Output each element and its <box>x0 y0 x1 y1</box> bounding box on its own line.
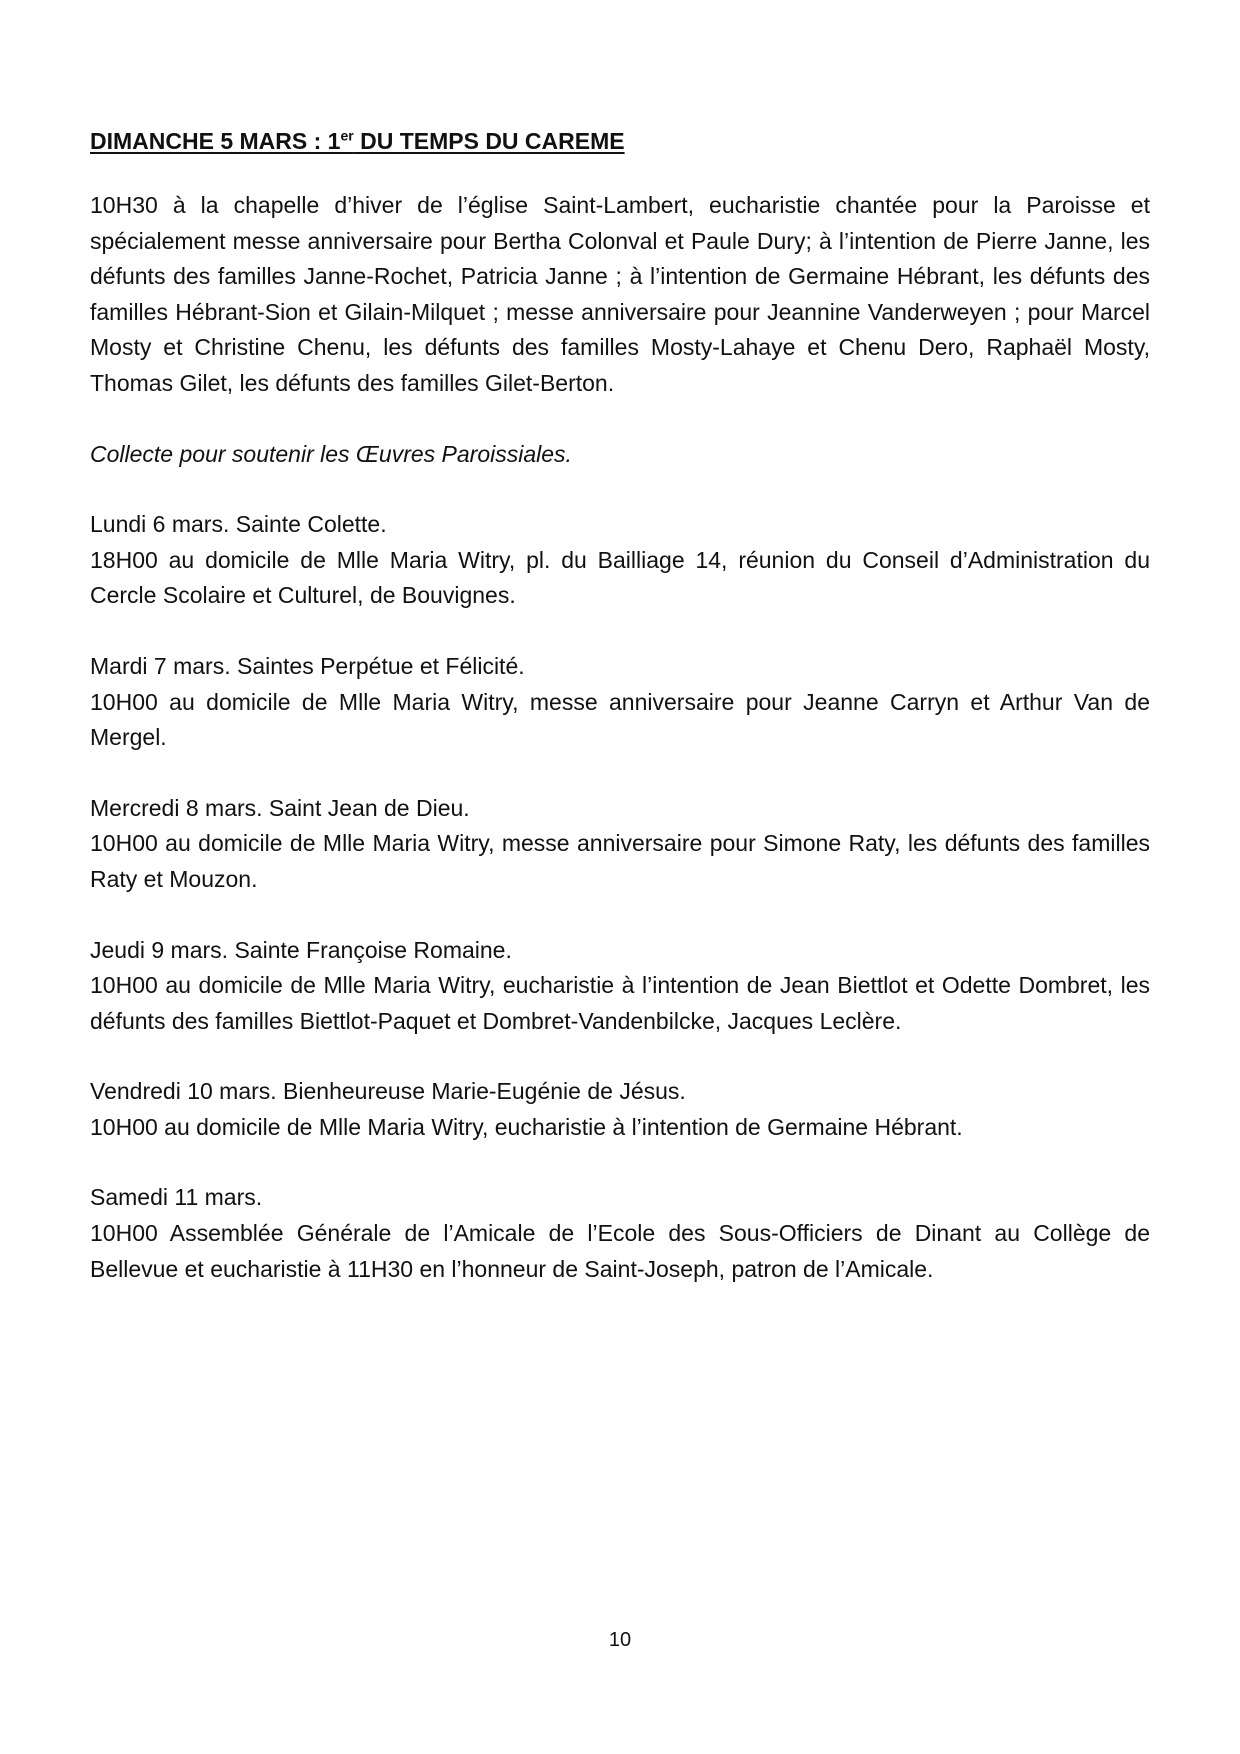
day-text: 10H00 au domicile de Mlle Maria Witry, messe anniversaire pour Simone Raty, les défunts des familles Raty et Mouzon. <box>90 830 1150 892</box>
day-text: 10H00 au domicile de Mlle Maria Witry, messe anniversaire pour Jeanne Carryn et Arthur Van de Mergel. <box>90 688 1150 751</box>
day-text: 18H00 au domicile de Mlle Maria Witry, pl. du Bailliage 14, réunion du Conseil d’Administration du Cercle Scolaire et Culturel, de Bouvignes. <box>90 546 1150 609</box>
document-body <box>90 126 1150 1287</box>
heading-superscript: er <box>340 127 354 144</box>
section-heading <box>90 126 1150 156</box>
day-entry-friday <box>90 1074 1150 1145</box>
heading-prefix: DIMANCHE 5 MARS : 1 <box>90 128 341 154</box>
day-title: Samedi 11 mars. <box>90 1184 263 1211</box>
day-text: 10H00 au domicile de Mlle Maria Witry, eucharistie à l’intention de Jean Biettlot et Odette Dombret, les défunts des familles Biettlot-Paquet et Dombret-Vandenbilcke, Jacques Leclère. <box>90 972 1150 1034</box>
day-title: Vendredi 10 mars. Bienheureuse Marie-Eugénie de Jésus. <box>90 1078 686 1105</box>
day-title: Mardi 7 mars. Saintes Perpétue et Félicité. <box>90 652 525 679</box>
sunday-paragraph: 10H30 à la chapelle d’hiver de l’église Saint-Lambert, eucharistie chantée pour la Paroisse et spécialement messe anniversaire pour Bertha Colonval et Paule Dury; à l’intention de Pierre Janne, les défunts des familles Janne-Rochet, Patricia Janne ; à l’intention de Germaine Hébrant, les défunts des familles Hébrant-Sion et Gilain-Milquet ; messe anniversaire pour Jeannine Vanderweyen ; pour Marcel Mosty et Christine Chenu, les défunts des familles Mosty-Lahaye et Chenu Dero, Raphaël Mosty, Thomas Gilet, les défunts des familles Gilet-Berton. <box>90 192 1150 396</box>
day-entry-wednesday <box>90 791 1150 898</box>
heading-suffix: DU TEMPS DU CAREME <box>353 128 625 154</box>
collecte-note: Collecte pour soutenir les Œuvres Paroissiales. <box>90 440 572 467</box>
day-entry-thursday <box>90 933 1150 1040</box>
day-entry-tuesday <box>90 649 1150 756</box>
day-entry-monday <box>90 507 1150 614</box>
page-number: 10 <box>608 1629 632 1651</box>
day-text: 10H00 Assemblée Générale de l’Amicale de l’Ecole des Sous-Officiers de Dinant au Collège de Bellevue et eucharistie à 11H30 en l’honneur de Saint-Joseph, patron de l’Amicale. <box>90 1220 1150 1282</box>
day-entry-saturday <box>90 1180 1150 1287</box>
day-title: Lundi 6 mars. Sainte Colette. <box>90 511 387 538</box>
day-title: Mercredi 8 mars. Saint Jean de Dieu. <box>90 794 470 821</box>
day-title: Jeudi 9 mars. Sainte Françoise Romaine. <box>90 936 512 963</box>
day-text: 10H00 au domicile de Mlle Maria Witry, eucharistie à l’intention de Germaine Hébrant. <box>90 1113 963 1140</box>
